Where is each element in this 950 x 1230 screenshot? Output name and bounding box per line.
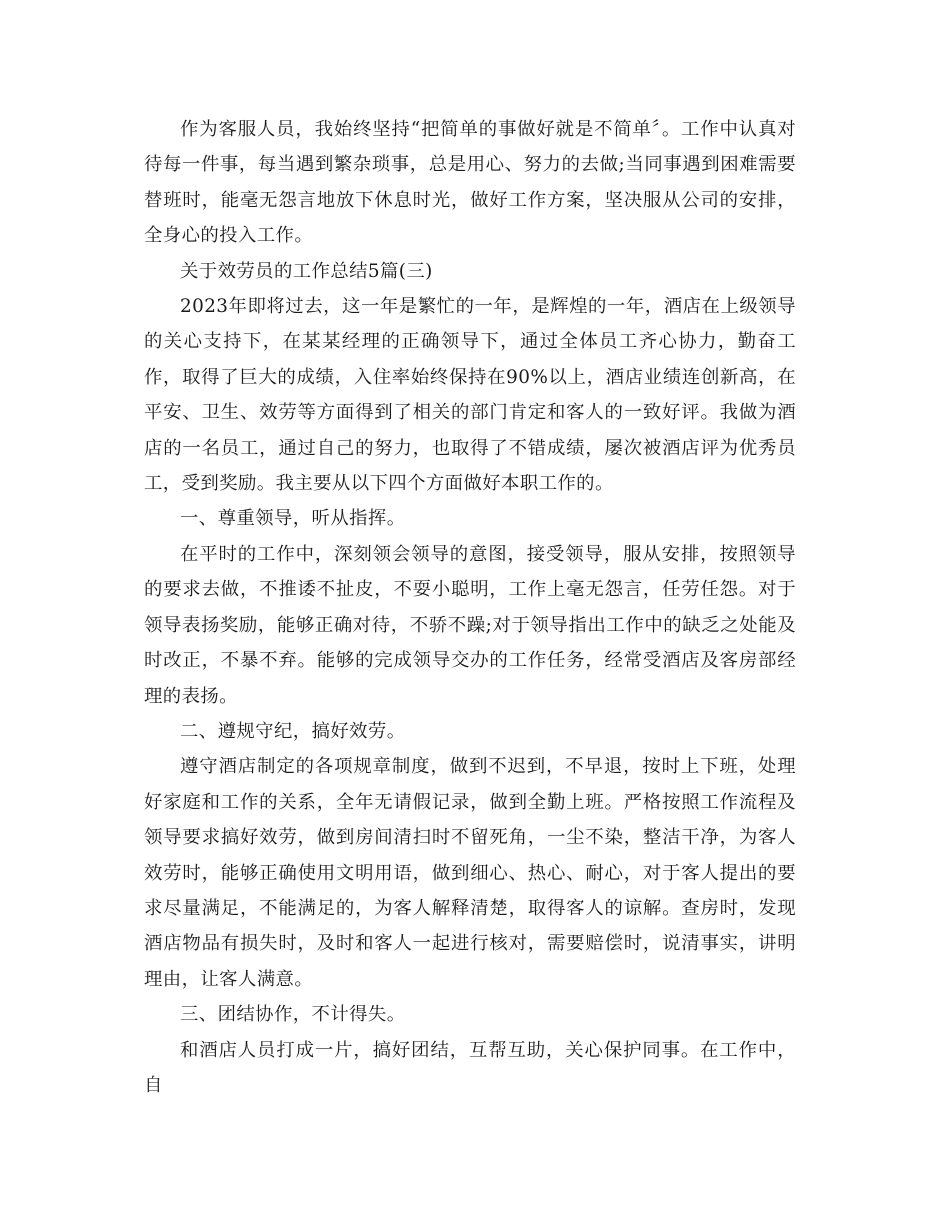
section-title: 关于效劳员的工作总结5篇(三) <box>180 260 433 282</box>
paragraph-year-summary: 2023年即将过去，这一年是繁忙的一年，是辉煌的一年，酒店在上级领导的关心支持下，在某某经理的正确领导下，通过全体员工齐心协力，勤奋工作，取得了巨大的成绩，入住率始终保持在90%以上，酒店业绩连创新高，在平安、卫生、效劳等方面得到了相关的部门肯定和客人的一致好评。我做为酒店的一名员工，通过自己的努力，也取得了不错成绩，屡次被酒店评为优秀员工，受到奖励。我主要从以下四个方面做好本职工作的。 <box>144 296 796 495</box>
heading-follow-rules: 二、遵规守纪，搞好效劳。 <box>180 720 406 742</box>
heading-respect-leaders: 一、尊重领导，听从指挥。 <box>180 508 406 530</box>
heading-teamwork: 三、团结协作，不计得失。 <box>180 1004 406 1026</box>
paragraph-respect-leaders: 在平时的工作中，深刻领会领导的意图，接受领导，服从安排，按照领导的要求去做，不推诿不扯皮，不耍小聪明，工作上毫无怨言，任劳任怨。对于领导表扬奖励，能够正确对待，不骄不躁;对于领导指出工作中的缺乏之处能及时改正，不暴不弃。能够的完成领导交办的工作任务，经常受酒店及客房部经理的表扬。 <box>144 543 796 707</box>
paragraph-follow-rules: 遵守酒店制定的各项规章制度，做到不迟到，不早退，按时上下班，处理好家庭和工作的关系，全年无请假记录，做到全勤上班。严格按照工作流程及领导要求搞好效劳，做到房间清扫时不留死角，一尘不染，整洁干净，为客人效劳时，能够正确使用文明用语，做到细心、热心、耐心，对于客人提出的要求尽量满足，不能满足的，为客人解释清楚，取得客人的谅解。查房时，发现酒店物品有损失时，及时和客人一起进行核对，需要赔偿时，说清事实，讲明理由，让客人满意。 <box>144 756 796 990</box>
paragraph-teamwork: 和酒店人员打成一片，搞好团结，互帮互助，关心保护同事。在工作中，自 <box>144 1039 796 1096</box>
document-body <box>144 112 796 1103</box>
paragraph-customer-service: 作为客服人员，我始终坚持“把简单的事做好就是不简单〞。工作中认真对待每一件事，每当遇到繁杂琐事，总是用心、努力的去做;当同事遇到困难需要替班时，能毫无怨言地放下休息时光，做好工作方案，坚决服从公司的安排，全身心的投入工作。 <box>144 119 796 247</box>
